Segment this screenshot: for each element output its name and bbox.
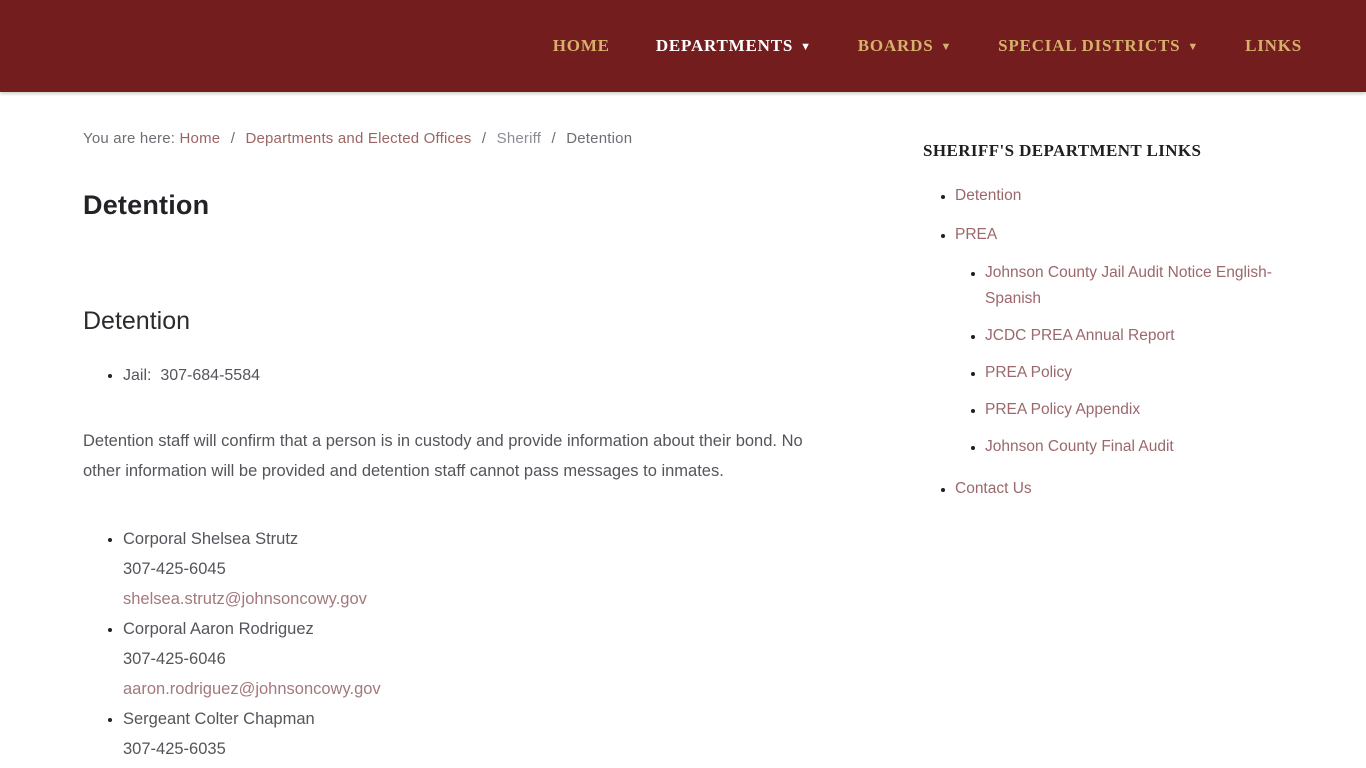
jail-phone-list: [83, 364, 843, 388]
staff-email-link[interactable]: aaron.rodriguez@johnsoncowy.gov: [123, 680, 381, 698]
sidebar-link-jcdc-prea-annual-report[interactable]: JCDC PREA Annual Report: [985, 327, 1175, 344]
sidebar-link-prea[interactable]: PREA: [955, 226, 998, 243]
staff-phone: 307-425-6046: [123, 650, 226, 668]
chevron-down-icon: ▼: [940, 40, 953, 53]
chevron-down-icon: ▼: [1187, 40, 1200, 53]
nav-item-label: SPECIAL DISTRICTS: [998, 36, 1181, 55]
sidebar-link-prea-policy-appendix[interactable]: PREA Policy Appendix: [985, 401, 1141, 418]
nav-item-home[interactable]: [553, 36, 610, 56]
jail-phone-item: • Jail: 307-684-5584: [123, 364, 843, 388]
main-content: [83, 92, 843, 764]
main-nav: [553, 36, 1302, 56]
staff-phone: 307-425-6045: [123, 560, 226, 578]
sidebar-link-jail-audit-notice[interactable]: Johnson County Jail Audit Notice English-Spanish: [985, 264, 1272, 307]
staff-name: • Corporal Aaron Rodriguez: [123, 620, 314, 638]
staff-list-item: [123, 614, 843, 704]
nav-item-special-districts[interactable]: [998, 36, 1199, 56]
nav-item-boards[interactable]: [858, 36, 952, 56]
sidebar-item-contact-us: [955, 476, 1283, 502]
prea-sublist: [955, 260, 1283, 460]
sidebar: [923, 92, 1283, 764]
sidebar-link-prea-policy[interactable]: PREA Policy: [985, 364, 1073, 381]
detention-info-paragraph: Detention staff will confirm that a person is in custody and provide information about their bond. No other information will be provided and detention staff cannot pass messages to inmates.: [83, 432, 803, 480]
staff-name: • Sergeant Colter Chapman: [123, 710, 315, 728]
nav-item-departments[interactable]: [656, 36, 812, 56]
staff-list: [83, 524, 843, 764]
page-title: Detention: [83, 190, 210, 220]
breadcrumb-separator: /: [230, 130, 236, 147]
sidebar-item-detention: [955, 183, 1283, 209]
section-title: Detention: [83, 307, 191, 335]
sidebar-heading: SHERIFF'S DEPARTMENT LINKS: [923, 141, 1202, 160]
nav-item-links[interactable]: [1245, 36, 1302, 56]
nav-item-label: BOARDS: [857, 36, 934, 55]
nav-item-label: DEPARTMENTS: [655, 36, 794, 55]
sidebar-subitem: [985, 360, 1283, 386]
staff-email-link[interactable]: shelsea.strutz@johnsoncowy.gov: [123, 590, 367, 608]
staff-list-item: [123, 704, 843, 764]
breadcrumb-prefix: You are here:: [83, 130, 176, 147]
nav-item-label: LINKS: [1245, 36, 1302, 55]
sidebar-subitem: [985, 397, 1283, 423]
breadcrumb-separator: /: [481, 130, 487, 147]
site-header: [0, 0, 1366, 92]
nav-item-label: HOME: [552, 36, 610, 55]
breadcrumb-link-home[interactable]: Home: [179, 130, 221, 147]
breadcrumb: [83, 130, 843, 147]
breadcrumb-link-departments[interactable]: Departments and Elected Offices: [245, 130, 472, 147]
staff-name: • Corporal Shelsea Strutz: [123, 530, 299, 548]
staff-list-item: [123, 524, 843, 614]
sidebar-link-contact-us[interactable]: Contact Us: [955, 480, 1032, 497]
breadcrumb-separator: /: [551, 130, 556, 147]
sidebar-subitem: [985, 323, 1283, 349]
sidebar-item-prea: [955, 222, 1283, 460]
breadcrumb-current: Detention: [566, 130, 633, 147]
sidebar-links-list: [923, 183, 1283, 502]
page-container: [83, 92, 1283, 764]
breadcrumb-link-sheriff[interactable]: Sheriff: [496, 130, 542, 147]
sidebar-link-detention[interactable]: Detention: [955, 187, 1022, 204]
chevron-down-icon: ▼: [800, 40, 812, 53]
staff-phone: 307-425-6035: [123, 740, 226, 758]
sidebar-link-final-audit[interactable]: Johnson County Final Audit: [985, 438, 1174, 455]
sidebar-subitem: [985, 434, 1283, 460]
sidebar-subitem: [985, 260, 1283, 312]
